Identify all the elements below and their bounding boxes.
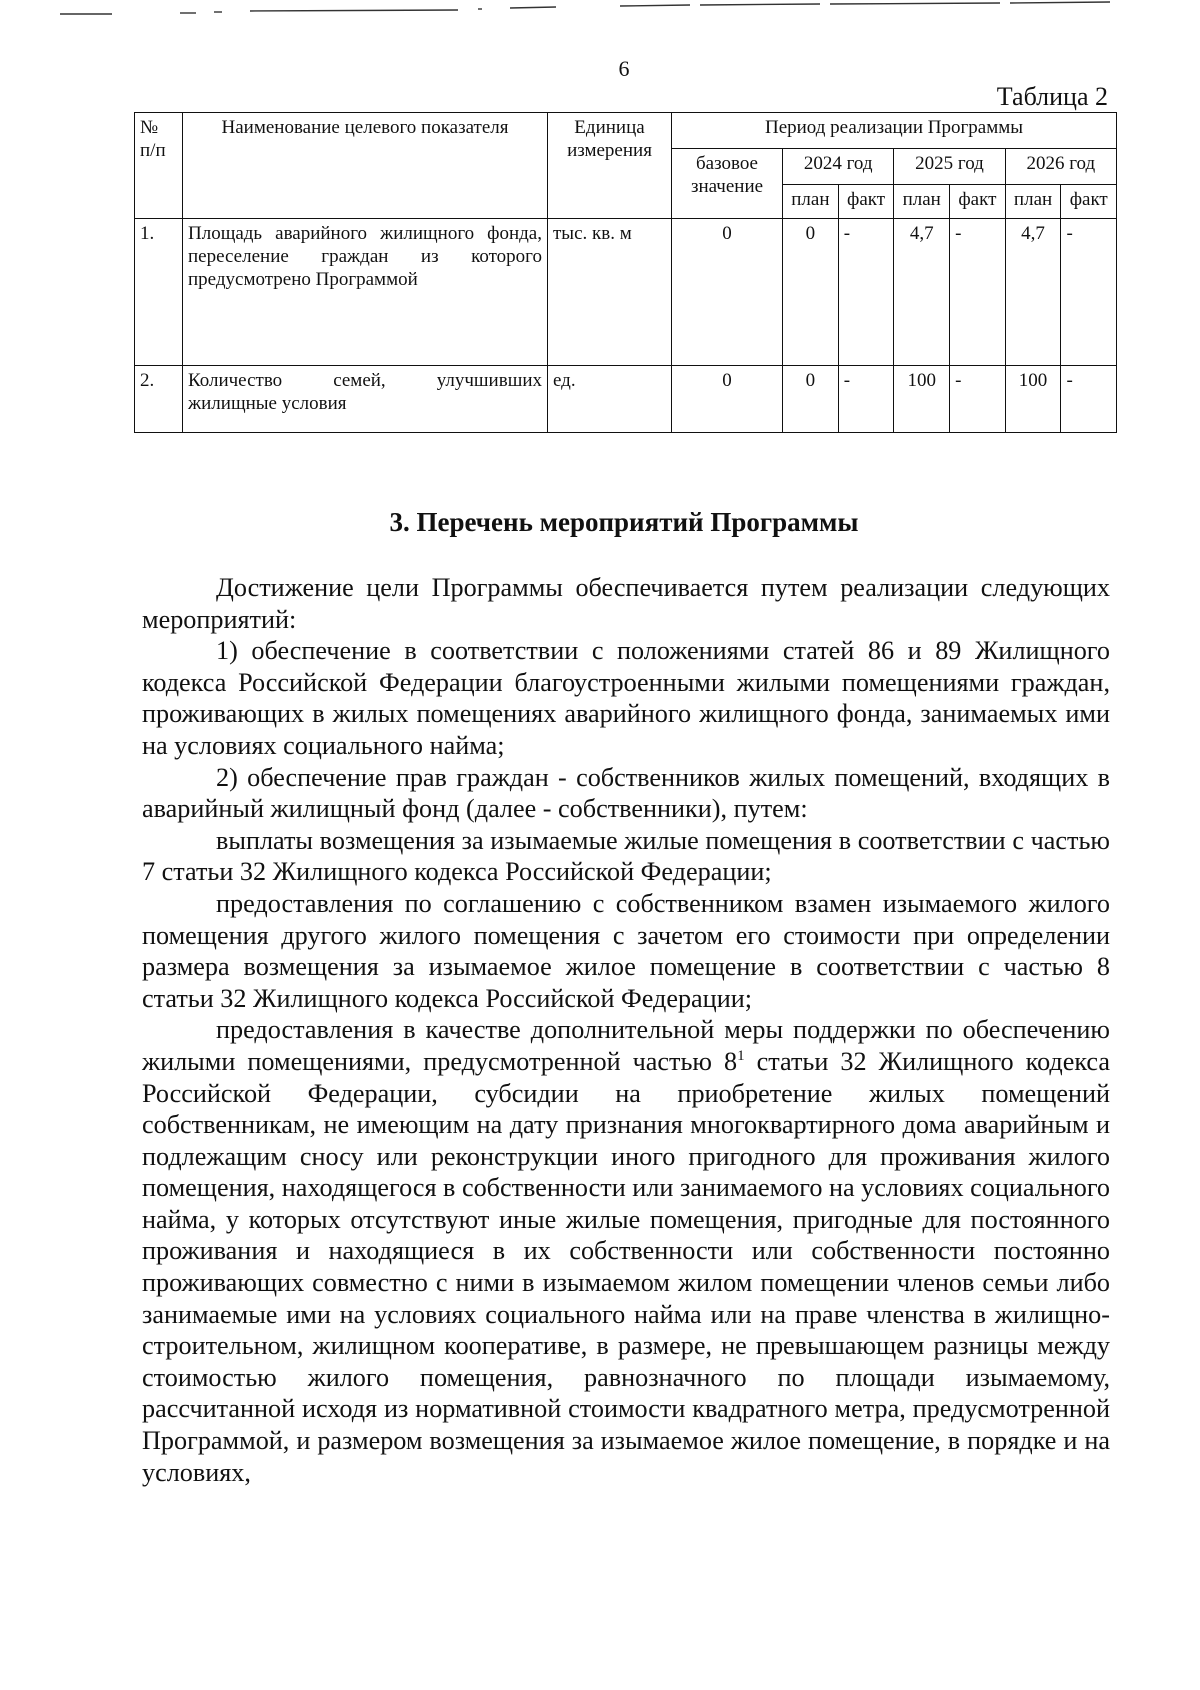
- cell-indicator-name: Площадь аварийного жилищного фонда, переселение граждан из которого предусмотрено Программой: [183, 219, 548, 366]
- cell-2025-fact: -: [950, 219, 1006, 366]
- header-base-value: базовое значение: [672, 149, 783, 219]
- paragraph-text: предоставления в качестве дополнительной меры поддержки по обеспечению жилыми помещениями, предусмотренной частью 8: [142, 1015, 1110, 1076]
- cell-2025-plan: 4,7: [894, 219, 950, 366]
- header-number: № п/п: [135, 113, 183, 219]
- table-row: [135, 219, 1117, 366]
- header-fact: факт: [1061, 185, 1117, 219]
- cell-2024-plan: 0: [783, 366, 839, 433]
- cell-number: 1.: [135, 219, 183, 366]
- cell-base-value: 0: [672, 366, 783, 433]
- table-header-row: [135, 113, 1117, 149]
- cell-indicator-name: Количество семей, улучшивших жилищные условия: [183, 366, 548, 433]
- cell-2024-fact: -: [838, 366, 894, 433]
- scan-artifact-lines: [0, 0, 1200, 20]
- header-unit: Единица измерения: [548, 113, 672, 219]
- cell-number: 2.: [135, 366, 183, 433]
- cell-2026-plan: 100: [1005, 366, 1061, 433]
- header-fact: факт: [838, 185, 894, 219]
- cell-2026-fact: -: [1061, 219, 1117, 366]
- paragraph: предоставления по соглашению с собственником взамен изымаемого жилого помещения другого жилого помещения с зачетом его стоимости при определении размера возмещения за изымаемое жилое помещение в соответствии с частью 8 статьи 32 Жилищного кодекса Российской Федерации;: [142, 888, 1110, 1013]
- cell-2026-plan: 4,7: [1005, 219, 1061, 366]
- paragraph: выплаты возмещения за изымаемые жилые помещения в соответствии с частью 7 статьи 32 Жилищного кодекса Российской Федерации;: [142, 825, 1110, 887]
- superscript-index: 1: [737, 1047, 745, 1064]
- cell-base-value: 0: [672, 219, 783, 366]
- cell-2024-fact: -: [838, 219, 894, 366]
- table-row: [135, 366, 1117, 433]
- document-body: [142, 572, 1110, 1488]
- header-year-2026: 2026 год: [1005, 149, 1116, 185]
- header-plan: план: [1005, 185, 1061, 219]
- header-year-2024: 2024 год: [783, 149, 894, 185]
- header-period: Период реализации Программы: [672, 113, 1117, 149]
- cell-2026-fact: -: [1061, 366, 1117, 433]
- cell-unit: ед.: [548, 366, 672, 433]
- cell-2024-plan: 0: [783, 219, 839, 366]
- header-plan: план: [783, 185, 839, 219]
- table-caption: Таблица 2: [996, 82, 1108, 111]
- target-indicators-table: [134, 112, 1117, 433]
- header-indicator-name: Наименование целевого показателя: [183, 113, 548, 219]
- page-number: 6: [618, 56, 630, 81]
- cell-2025-fact: -: [950, 366, 1006, 433]
- paragraph: Достижение цели Программы обеспечивается путем реализации следующих мероприятий:: [142, 573, 1110, 634]
- header-year-2025: 2025 год: [894, 149, 1005, 185]
- header-plan: план: [894, 185, 950, 219]
- paragraph: 1) обеспечение в соответствии с положениями статей 86 и 89 Жилищного кодекса Российской Федерации благоустроенными жилыми помещениями граждан, проживающих в жилых помещениях аварийного жилищного фонда, занимаемых ими на условиях социального найма;: [142, 636, 1110, 760]
- paragraph: 2) обеспечение прав граждан - собственников жилых помещений, входящих в аварийный жилищный фонд (далее - собственники), путем:: [142, 762, 1110, 824]
- paragraph: [142, 1014, 1110, 1488]
- cell-unit: тыс. кв. м: [548, 219, 672, 366]
- header-fact: факт: [950, 185, 1006, 219]
- paragraph-text: статьи 32 Жилищного кодекса Российской Федерации, субсидии на приобретение жилых помещений собственникам, не имеющим на дату признания многоквартирного дома аварийным и подлежащим сносу или реконструкции иного пригодного для проживания жилого помещения, находящегося в собственности или занимаемого на условиях социального найма, у которых отсутствуют иные жилые помещения, пригодные для постоянного проживания и находящиеся в их собственности или собственности постоянно проживающих совместно с ними в изымаемом жилом помещении членов семьи либо занимаемые ими на условиях социального найма или на праве членства в жилищно-строительном, жилищном кооперативе, в размере, не превышающем разницы между стоимостью жилого помещения, равнозначного по площади изымаемому, рассчитанной исходя из нормативной стоимости квадратного метра, предусмотренной Программой, и размером возмещения за изымаемое жилое помещение, в порядке и на условиях,: [142, 1046, 1111, 1487]
- cell-2025-plan: 100: [894, 366, 950, 433]
- section-title: 3. Перечень мероприятий Программы: [389, 507, 859, 537]
